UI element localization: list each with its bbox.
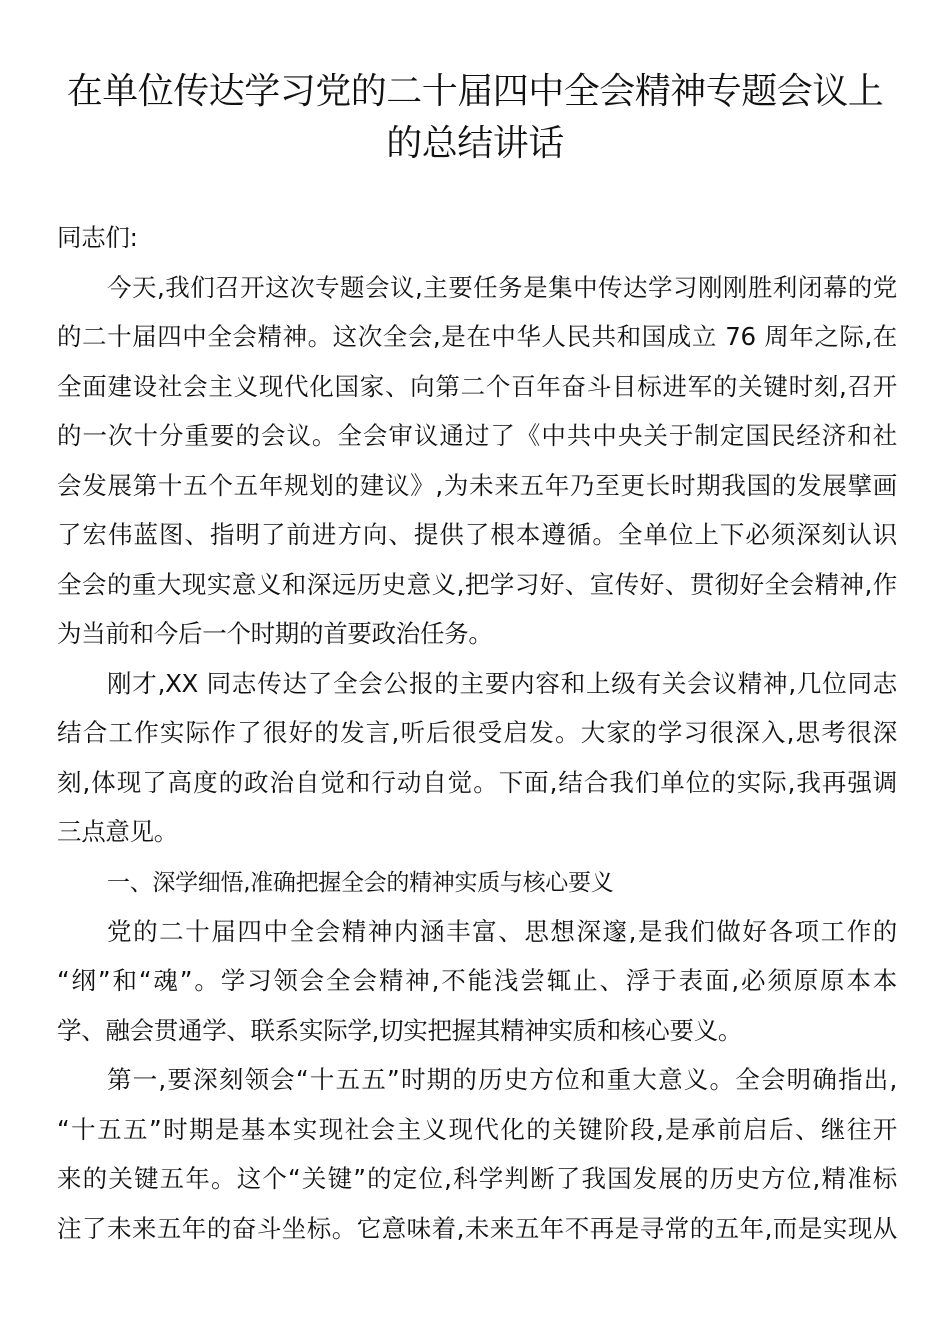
paragraph-1-line-3: 全面建设社会主义现代化国家、向第二个百年奋斗目标进军的关键时刻,召开 [57, 372, 897, 401]
paragraph-1-line-7: 全会的重大现实意义和深远历史意义,把学习好、宣传好、贯彻好全会精神,作 [57, 570, 897, 599]
paragraph-2-line-1: 刚才,XX 同志传达了全会公报的主要内容和上级有关会议精神,几位同志 [107, 669, 897, 698]
section-paragraph-2-line-4: 注了未来五年的奋斗坐标。它意味着,未来五年不再是寻常的五年,而是实现从 [57, 1214, 897, 1243]
paragraph-1-line-8: 为当前和今后一个时期的首要政治任务。 [57, 619, 493, 648]
title-line-2: 的总结讲话 [386, 123, 564, 164]
section-paragraph-1-line-2: “纲”和“魂”。学习领会全会精神,不能浅尝辄止、浮于表面,必须原原本本 [57, 966, 897, 995]
section-paragraph-1-line-1: 党的二十届四中全会精神内涵丰富、思想深邃,是我们做好各项工作的 [107, 917, 897, 946]
paragraph-2-line-4: 三点意见。 [57, 817, 178, 846]
section-paragraph-1-line-3: 学、融会贯通学、联系实际学,切实把握其精神实质和核心要义。 [57, 1016, 743, 1045]
section-paragraph-2-line-1: 第一,要深刻领会“十五五”时期的历史方位和重大意义。全会明确指出, [107, 1065, 897, 1094]
paragraph-2-line-3: 刻,体现了高度的政治自觉和行动自觉。下面,结合我们单位的实际,我再强调 [57, 768, 897, 797]
salutation: 同志们: [57, 223, 138, 252]
paragraph-2-line-2: 结合工作实际作了很好的发言,听后很受启发。大家的学习很深入,思考很深 [57, 718, 897, 747]
title-line-1: 在单位传达学习党的二十届四中全会精神专题会议上 [66, 71, 884, 112]
paragraph-1-line-1: 今天,我们召开这次专题会议,主要任务是集中传达学习刚刚胜利闭幕的党 [107, 273, 897, 302]
paragraph-1-line-4: 的一次十分重要的会议。全会审议通过了《中共中央关于制定国民经济和社 [57, 421, 897, 450]
document-title [55, 66, 895, 170]
paragraph-1-line-2: 的二十届四中全会精神。这次全会,是在中华人民共和国成立 76 周年之际,在 [57, 322, 897, 351]
paragraph-1-line-6: 了宏伟蓝图、指明了前进方向、提供了根本遵循。全单位上下必须深刻认识 [57, 520, 897, 549]
paragraph-1-line-5: 会发展第十五个五年规划的建议》,为未来五年乃至更长时期我国的发展擘画 [57, 471, 897, 500]
section-paragraph-2-line-3: 来的关键五年。这个“关键”的定位,科学判断了我国发展的历史方位,精准标 [57, 1164, 897, 1193]
section-paragraph-2-line-2: “十五五”时期是基本实现社会主义现代化的关键阶段,是承前启后、继往开 [57, 1115, 897, 1144]
section-heading-1: 一、深学细悟,准确把握全会的精神实质与核心要义 [107, 870, 614, 896]
